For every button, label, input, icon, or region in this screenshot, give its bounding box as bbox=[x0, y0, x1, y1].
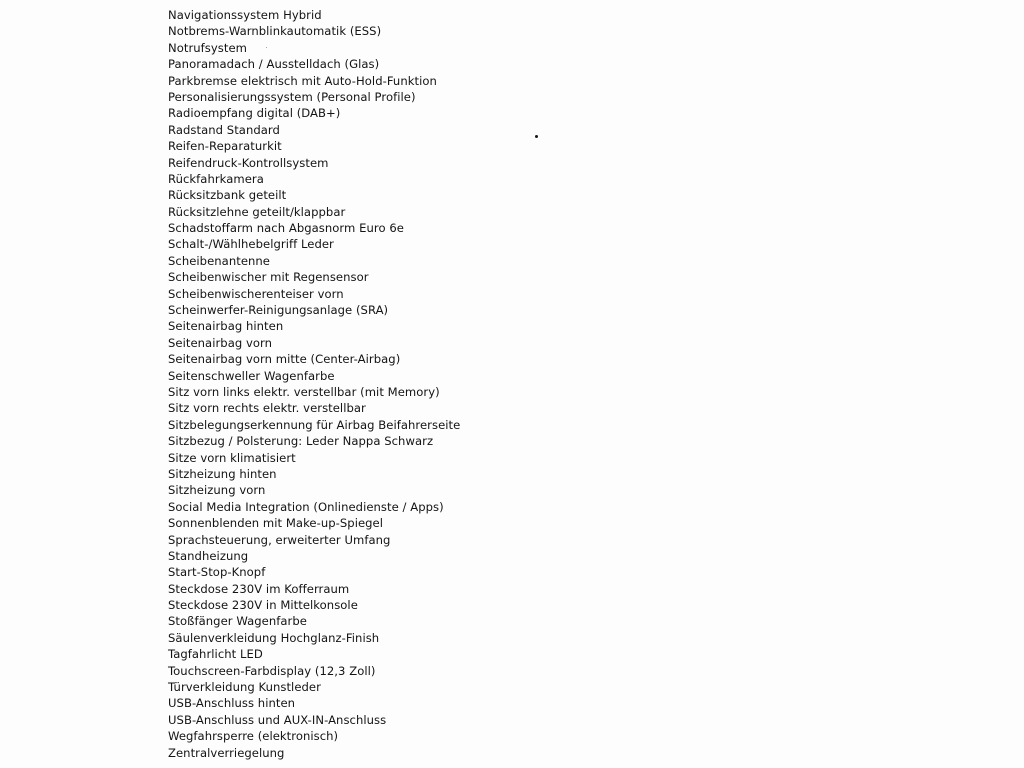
feature-list bbox=[168, 7, 460, 761]
feature-item: Säulenverkleidung Hochglanz-Finish bbox=[168, 630, 380, 645]
feature-item: Zentralverriegelung bbox=[168, 745, 285, 760]
feature-item: Reifen-Reparaturkit bbox=[168, 139, 282, 154]
feature-item: Scheibenantenne bbox=[168, 253, 270, 268]
feature-item: Seitenschweller Wagenfarbe bbox=[168, 368, 335, 383]
scan-speck bbox=[266, 47, 267, 48]
feature-item: Steckdose 230V in Mittelkonsole bbox=[168, 598, 358, 613]
feature-item: Türverkleidung Kunstleder bbox=[168, 680, 321, 695]
feature-item: Start-Stop-Knopf bbox=[168, 565, 266, 580]
feature-item: Wegfahrsperre (elektronisch) bbox=[168, 729, 339, 744]
feature-item: Tagfahrlicht LED bbox=[168, 647, 263, 662]
scan-speck bbox=[535, 135, 538, 138]
feature-item: Notbrems-Warnblinkautomatik (ESS) bbox=[168, 24, 382, 39]
feature-item: Scheibenwischer mit Regensensor bbox=[168, 270, 369, 285]
feature-item: Radstand Standard bbox=[168, 122, 280, 137]
feature-item: Scheibenwischerenteiser vorn bbox=[168, 286, 344, 301]
feature-item: Rücksitzbank geteilt bbox=[168, 188, 287, 203]
feature-item: Sitzheizung vorn bbox=[168, 483, 266, 498]
feature-item: Sitze vorn klimatisiert bbox=[168, 450, 296, 465]
feature-item: Sprachsteuerung, erweiterter Umfang bbox=[168, 532, 391, 547]
feature-item: Schadstoffarm nach Abgasnorm Euro 6e bbox=[168, 221, 404, 236]
feature-item: Notrufsystem bbox=[168, 40, 248, 55]
feature-item: Scheinwerfer-Reinigungsanlage (SRA) bbox=[168, 303, 389, 318]
feature-item: Sonnenblenden mit Make-up-Spiegel bbox=[168, 516, 384, 531]
feature-item: USB-Anschluss und AUX-IN-Anschluss bbox=[168, 712, 387, 727]
feature-item: Parkbremse elektrisch mit Auto-Hold-Funktion bbox=[168, 73, 437, 88]
feature-item: Radioempfang digital (DAB+) bbox=[168, 106, 341, 121]
feature-item: Rückfahrkamera bbox=[168, 171, 264, 186]
feature-item: Sitz vorn rechts elektr. verstellbar bbox=[168, 401, 366, 416]
feature-item: USB-Anschluss hinten bbox=[168, 696, 296, 711]
feature-item: Sitz vorn links elektr. verstellbar (mit Memory) bbox=[168, 384, 440, 399]
feature-item: Social Media Integration (Onlinedienste / Apps) bbox=[168, 499, 444, 514]
feature-item: Seitenairbag vorn mitte (Center-Airbag) bbox=[168, 352, 401, 367]
feature-item: Sitzheizung hinten bbox=[168, 466, 277, 481]
feature-item: Navigationssystem Hybrid bbox=[168, 8, 322, 22]
feature-item: Standheizung bbox=[168, 548, 249, 563]
feature-item: Stoßfänger Wagenfarbe bbox=[168, 614, 307, 629]
feature-item: Sitzbezug / Polsterung: Leder Nappa Schwarz bbox=[168, 434, 434, 449]
feature-item: Touchscreen-Farbdisplay (12,3 Zoll) bbox=[168, 663, 376, 678]
feature-item: Steckdose 230V im Kofferraum bbox=[168, 581, 350, 596]
feature-item: Seitenairbag hinten bbox=[168, 319, 284, 334]
feature-item: Sitzbelegungserkennung für Airbag Beifahrerseite bbox=[168, 417, 461, 432]
feature-item: Reifendruck-Kontrollsystem bbox=[168, 155, 329, 170]
feature-item: Schalt-/Wählhebelgriff Leder bbox=[168, 237, 334, 252]
feature-item: Seitenairbag vorn bbox=[168, 335, 273, 350]
feature-item: Rücksitzlehne geteilt/klappbar bbox=[168, 204, 346, 219]
feature-item: Panoramadach / Ausstelldach (Glas) bbox=[168, 57, 380, 72]
feature-item: Personalisierungssystem (Personal Profile) bbox=[168, 89, 416, 104]
